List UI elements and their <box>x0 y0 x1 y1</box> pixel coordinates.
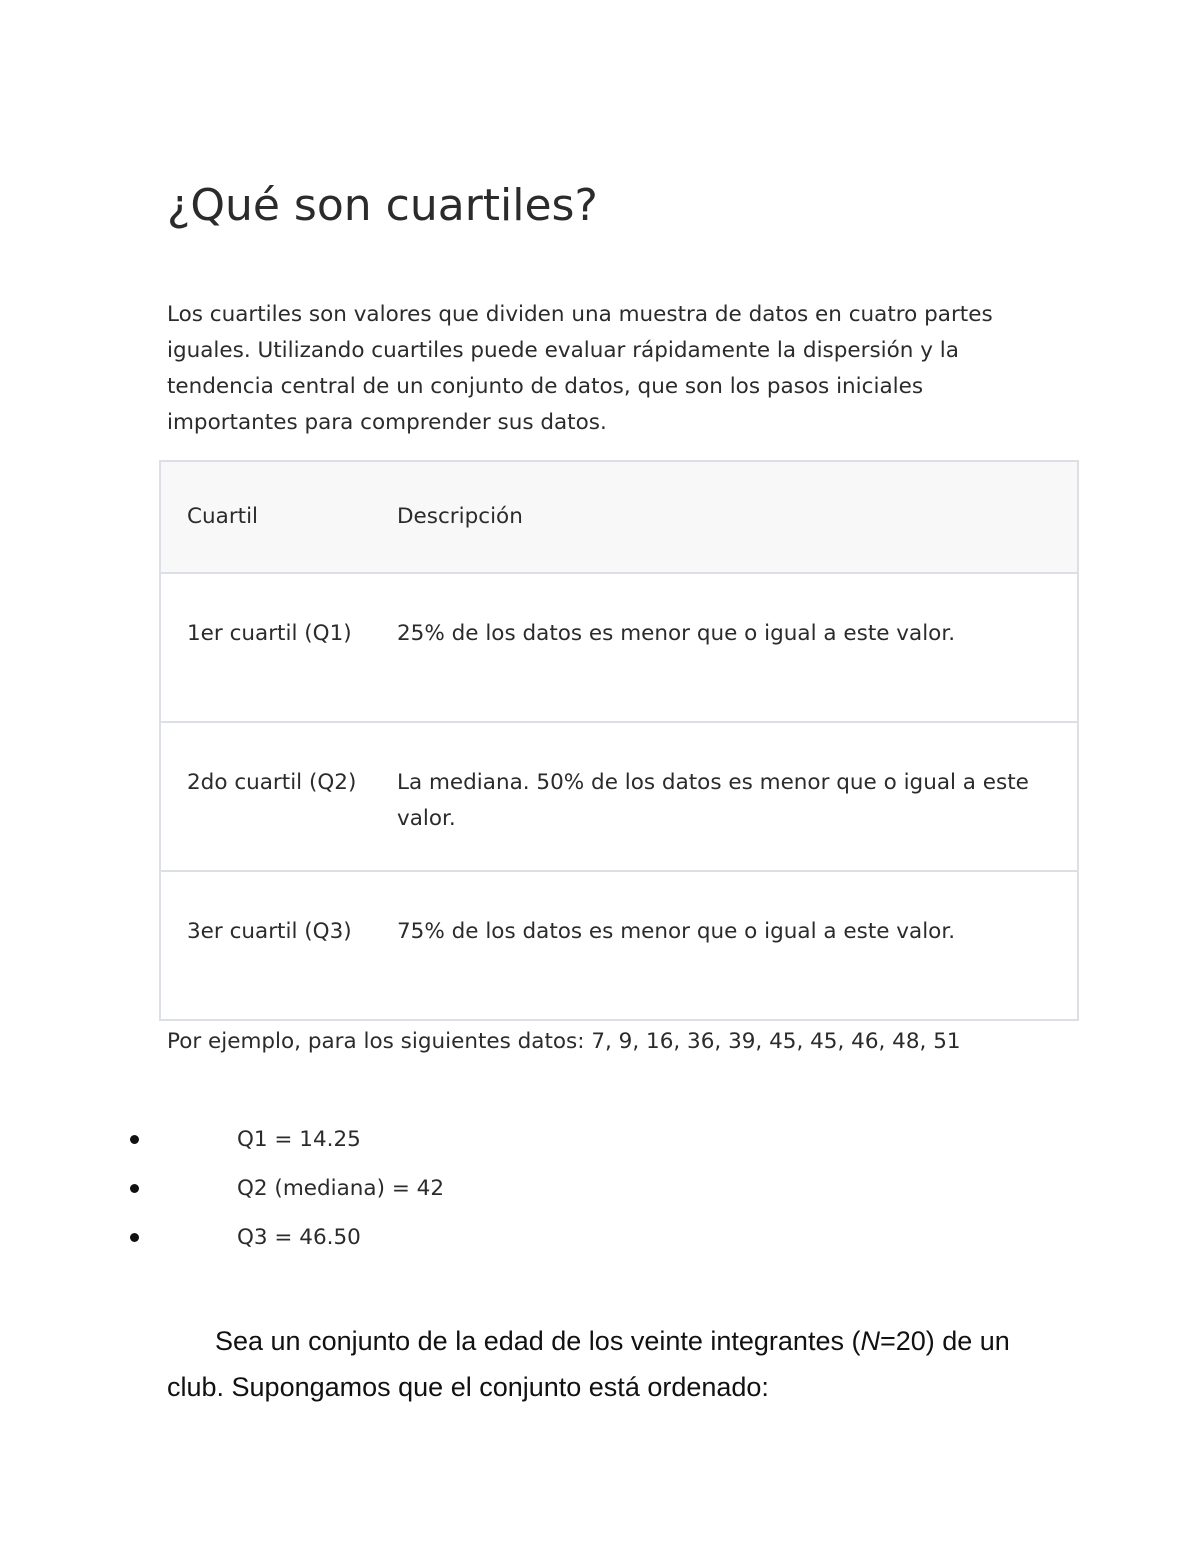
quartile-cell: 1er cuartil (Q1) <box>160 573 397 722</box>
club-text-variable: N <box>860 1326 880 1356</box>
quartile-cell: 2do cuartil (Q2) <box>160 722 397 871</box>
page-title: ¿Qué son cuartiles? <box>167 180 598 231</box>
example-paragraph: Por ejemplo, para los siguientes datos: 7, 9, 16, 36, 39, 45, 45, 46, 48, 51 <box>167 1029 961 1054</box>
result-q1: Q1 = 14.25 <box>237 1127 361 1152</box>
column-header-quartile: Cuartil <box>160 461 397 573</box>
quartile-table <box>159 460 1079 1021</box>
table-row <box>160 573 1078 722</box>
bullet-icon <box>130 1184 139 1193</box>
table-header-row <box>160 461 1078 573</box>
bullet-icon <box>130 1135 139 1144</box>
description-cell: 25% de los datos es menor que o igual a este valor. <box>397 573 1078 722</box>
club-text-before: Sea un conjunto de la edad de los veinte integrantes ( <box>215 1326 861 1356</box>
result-q3: Q3 = 46.50 <box>237 1225 361 1250</box>
quartile-cell: 3er cuartil (Q3) <box>160 871 397 1020</box>
column-header-description: Descripción <box>397 461 1078 573</box>
club-paragraph <box>167 1318 1047 1410</box>
table-row <box>160 871 1078 1020</box>
description-cell: La mediana. 50% de los datos es menor que o igual a este valor. <box>397 722 1078 871</box>
bullet-icon <box>130 1233 139 1242</box>
description-cell: 75% de los datos es menor que o igual a este valor. <box>397 871 1078 1020</box>
club-text-after: =20) de un club. Supongamos que el conjunto está ordenado: <box>167 1326 1010 1402</box>
result-q2: Q2 (mediana) = 42 <box>237 1176 445 1201</box>
table-row <box>160 722 1078 871</box>
intro-paragraph: Los cuartiles son valores que dividen una muestra de datos en cuatro partes iguales. Utilizando cuartiles puede evaluar rápidamente la dispersión y la tendencia central de un conjunto de datos, que son los pasos iniciales importantes para comprender sus datos. <box>167 302 993 435</box>
